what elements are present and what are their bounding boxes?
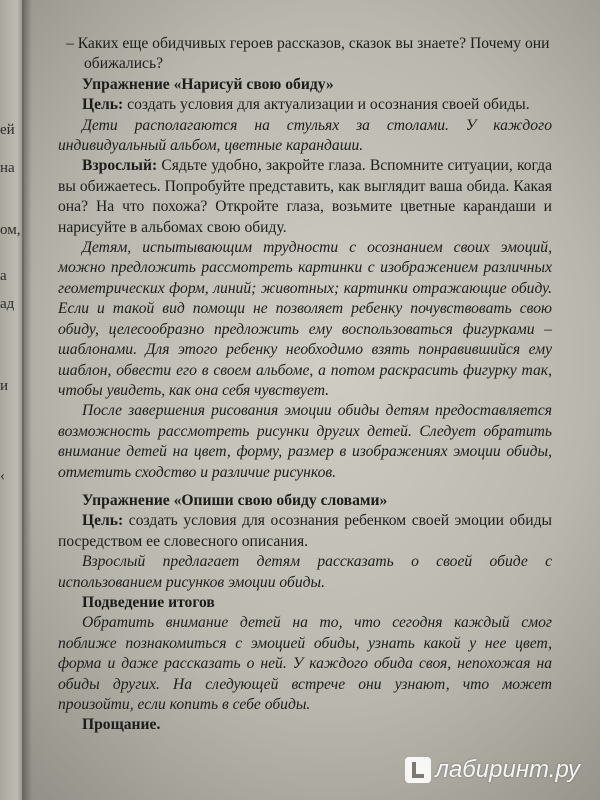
watermark	[405, 756, 580, 784]
question-text: Каких еще обидчивых героев рассказов, сказок вы знаете? Почему они обижались?	[77, 35, 550, 73]
left-page-fragment: а	[0, 268, 7, 284]
italic-paragraph: Взрослый предлагает детям рассказать о своей обиде с использованием рисунков эмоции обиды.	[58, 553, 552, 591]
italic-paragraph: Дети располагаются на стульях за столами. У каждого индивидуальный альбом, цветные карандаши.	[58, 116, 552, 155]
left-page-fragment: ‹	[0, 468, 5, 484]
italic-paragraph: Обратить внимание детей на то, что сегодня каждый смог поближе познакомиться с эмоцией обиды, узнать какой у нее цвет, форма и даже рассказать о ней. У каждого обида своя, непохожая на обиды других. На следующей встрече они узнают, что может произойти, если копить в себе обиды.	[58, 614, 552, 713]
italic-paragraph: После завершения рисования эмоции обиды детям предоставляется возможность рассмотреть рисунки других детей. Следует обратить внимание детей на цвет, форму, размер в изображениях эмоции обиды, отметить сходство и различие рисунков.	[58, 402, 552, 481]
labeled-paragraph	[58, 95, 552, 115]
book-page	[58, 34, 552, 736]
left-page-fragment: на	[0, 160, 15, 176]
section-heading: Упражнение «Нарисуй свою обиду»	[82, 75, 334, 93]
section-heading: Упражнение «Опиши свою обиду словами»	[82, 491, 388, 509]
paragraph-label: Цель:	[82, 96, 124, 114]
dash-mark: –	[66, 35, 78, 52]
section-heading: Прощание.	[82, 716, 161, 734]
paragraph-label: Цель:	[82, 512, 124, 530]
block-gap	[58, 483, 552, 491]
watermark-text: лабиринт.ру	[435, 756, 580, 783]
paragraph-label: Взрослый:	[82, 157, 158, 175]
left-page-fragment: ей	[0, 122, 15, 138]
left-page-fragment: и	[0, 378, 9, 394]
question-line	[58, 34, 552, 75]
page-fold-shadow	[22, 0, 32, 800]
labeled-paragraph	[58, 511, 552, 552]
labeled-paragraph	[58, 156, 552, 238]
paragraph-text: Сядьте удобно, закройте глаза. Вспомните ситуации, когда вы обижаетесь. Попробуйте представить, как выглядит ваша обида. Какая она? На что похожа? Откройте глаза, возьмите цветные карандаши и нарисуйте в альбомах свою обиду.	[58, 157, 552, 236]
paragraph-text: создать условия для актуализации и осознания своей обиды.	[123, 96, 530, 114]
paragraph-text: создать условия для осознания ребенком своей эмоции обиды посредством ее словесного описания.	[58, 512, 552, 550]
left-page-fragment: ом,	[0, 222, 21, 238]
labirint-logo-icon	[405, 757, 431, 783]
italic-paragraph: Детям, испытывающим трудности с осознанием своих эмоций, можно предложить рассмотреть картинки с изображением различных геометрических форм, линий; животных; картинки отражающие обиду. Если и такой вид помощи не позволяет ребенку почувствовать свою обиду, целесообразно предложить ему воспользоваться фигурками – шаблонами. Для этого ребенку необходимо взять понравившийся ему шаблон, обвести его в своем альбоме, а потом раскрасить фигурку так, чтобы увидеть, как она себя чувствует.	[58, 239, 552, 399]
left-page-edge	[0, 0, 24, 800]
section-heading: Подведение итогов	[82, 593, 215, 611]
left-page-fragment: ад	[0, 296, 15, 312]
